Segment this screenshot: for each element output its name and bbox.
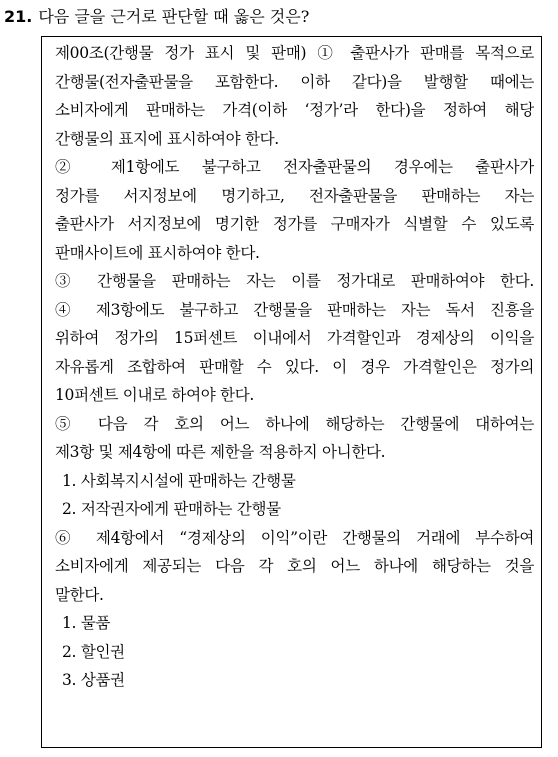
passage-line: ⑤ 다음 각 호의 어느 하나에 해당하는 간행물에 대하여는: [55, 414, 534, 433]
passage-line: 소비자에게 판매하는 가격(이하 ‘정가’라 한다)을 정하여 해당: [55, 101, 534, 119]
passage-line: ④ 제3항에도 불구하고 간행물을 판매하는 자는 독서 진흥을: [55, 300, 534, 319]
passage-subitem: 2. 저작권자에게 판매하는 간행물: [62, 500, 281, 518]
passage-line: 판매사이트에 표시하여야 한다.: [55, 243, 260, 262]
passage-line: 자유롭게 조합하여 판매할 수 있다. 이 경우 가격할인은 정가의: [55, 357, 534, 376]
passage-box: [41, 36, 542, 748]
passage-subitem: 2. 할인권: [62, 642, 125, 661]
passage-line: ③ 간행물을 판매하는 자는 이를 정가대로 판매하여야 한다.: [55, 272, 534, 290]
passage-line: ② 제1항에도 불구하고 전자출판물의 경우에는 출판사가: [55, 158, 534, 176]
passage-line: 간행물(전자출판물을 포함한다. 이하 같다)을 발행할 때에는: [55, 72, 534, 91]
passage-subitem: 1. 사회복지시설에 판매하는 간행물: [62, 471, 296, 490]
passage-subitem: 1. 물품: [62, 614, 111, 632]
passage-line: 위하여 정가의 15퍼센트 이내에서 가격할인과 경제상의 이익을: [55, 329, 534, 347]
question-number: 21.: [4, 7, 33, 26]
passage-line: 제3항 및 제4항에 따른 제한을 적용하지 아니한다.: [55, 443, 386, 461]
question-text: 다음 글을 근거로 판단할 때 옳은 것은?: [38, 7, 310, 26]
passage-line: 정가를 서지정보에 명기하고, 전자출판물을 판매하는 자는: [55, 186, 534, 205]
passage-line: ⑥ 제4항에서 “경제상의 이익”이란 간행물의 거래에 부수하여: [55, 528, 534, 547]
passage-line: 소비자에게 제공되는 다음 각 호의 어느 하나에 해당하는 것을: [55, 557, 534, 575]
passage-line: 10퍼센트 이내로 하여야 한다.: [55, 386, 255, 404]
passage-line: 말한다.: [55, 585, 104, 604]
passage-line: 간행물의 표지에 표시하여야 한다.: [55, 129, 279, 148]
passage-line: 출판사가 서지정보에 명기한 정가를 구매자가 식별할 수 있도록: [55, 215, 534, 233]
question-header: [4, 2, 554, 32]
passage-subitem: 3. 상품권: [62, 671, 125, 689]
passage-line: 제00조(간행물 정가 표시 및 판매) ① 출판사가 판매를 목적으로: [55, 44, 534, 62]
